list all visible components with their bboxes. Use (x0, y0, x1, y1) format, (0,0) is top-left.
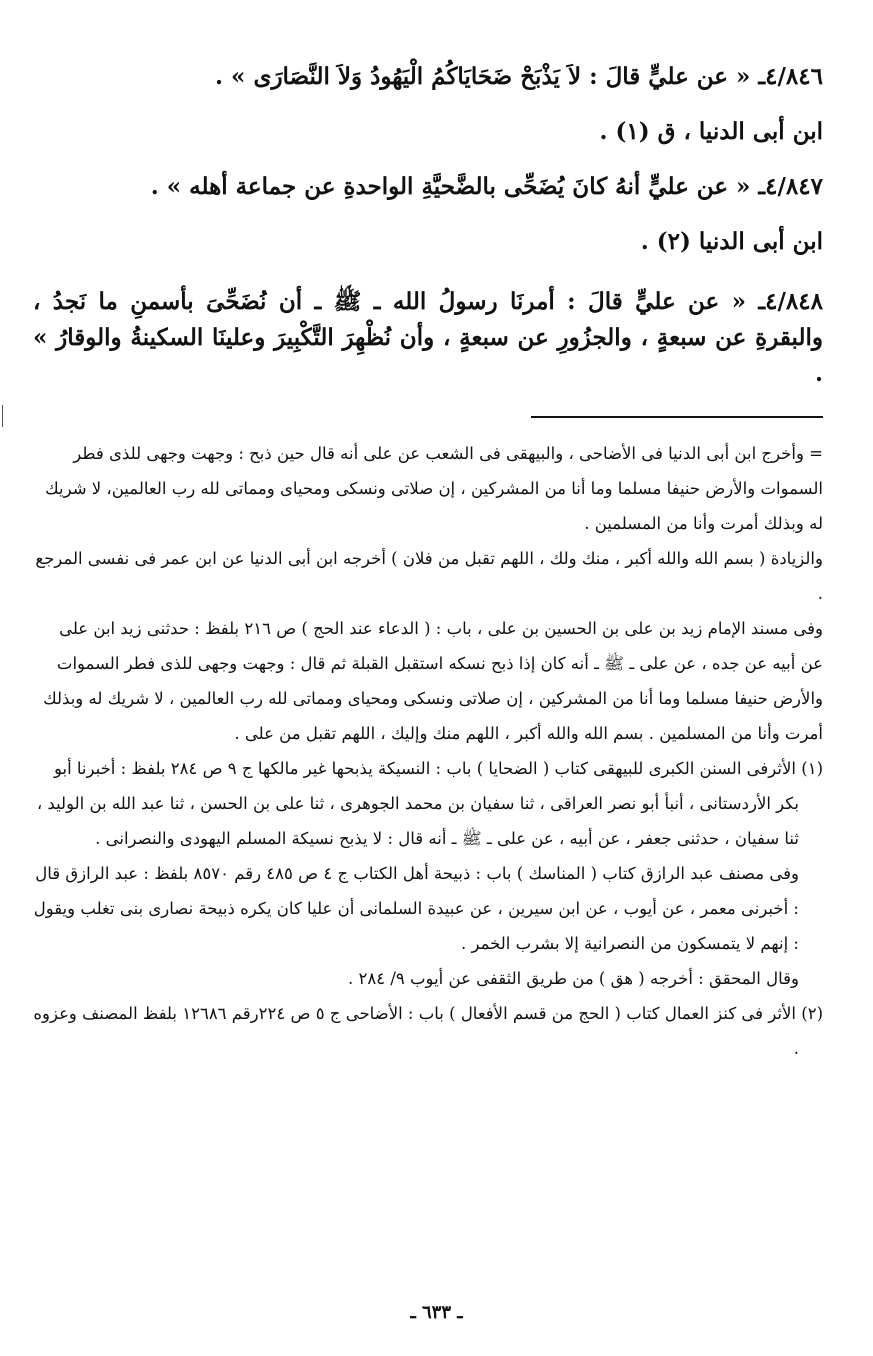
footnote-continued-2: والزيادة ( بسم الله والله أكبر ، منك ولك ، اللهم تقبل من فلان ) أخرجه ابن أبى الدنيا عن ابن عمر فى نفسى المرجع . (35, 549, 823, 603)
footnote-separator (531, 416, 823, 418)
footnote-continued-1: = وأخرج ابن أبى الدنيا فى الأضاحى ، والبيهقى فى الشعب عن على أنه قال حين ذبح : وجهت وجهى للذى فطر السموات والأرض حنيفا مسلما وما أنا من المشركين ، إن صلاتى ونسكى ومحياى ومماتى لله رب العالمين، لا شريك له وبذلك أمرت وأنا من المسلمين . (45, 444, 823, 533)
footnote-1-para-2: وفى مصنف عبد الرازق كتاب ( المناسك ) باب : ذبيحة أهل الكتاب ج ٤ ص ٤٨٥ رقم ٨٥٧٠ بلفظ : عبد الرازق قال : أخبرنى معمر ، عن أيوب ، عن ابن سيرين ، عن عبيدة السلمانى أن عليا كان يكره ذبيحة نصارى بنى تغلب ويقول : إنهم لا يتمسكون من النصرانية إلا بشرب الخمر . (33, 864, 799, 953)
page-number: ـ ٦٣٣ ـ (410, 1302, 463, 1323)
source-847: ابن أبى الدنيا (٢) . (640, 228, 823, 255)
scan-edge-mark (2, 405, 3, 427)
hadith-848: ٤/٨٤٨ـ « عن عليٍّ قالَ : أمرنَا رسولُ الله ـ ﷺ ـ أن نُضَحِّىَ بأسمنِ ما نَجدُ ، والبقرةِ عن سبعةٍ ، والجزُورِ عن سبعةٍ ، وأن نُظْهِرَ التَّكْبِيرَ وعلينَا السكينةُ والوقارُ » . (33, 288, 823, 387)
source-846: ابن أبى الدنيا ، ق (١) . (599, 118, 823, 145)
main-text (33, 64, 823, 392)
footnote-2: (٢) الأثر فى كنز العمال كتاب ( الحج من قسم الأفعال ) باب : الأضاحى ج ٥ ص ٢٢٤رقم ١٢٦٨٦ بلفظ المصنف وعزوه . (33, 1004, 823, 1058)
hadith-846: ٤/٨٤٦ـ « عن عليٍّ قالَ : لاَ يَذْبَحْ ضَحَايَاكُمُ الْيَهُودُ وَلاَ النَّصَارَى » . (215, 63, 823, 90)
footnote-1-para-3: وقال المحقق : أخرجه ( هق ) من طريق الثقفى عن أيوب ٩/ ٢٨٤ . (348, 969, 799, 988)
hadith-847: ٤/٨٤٧ـ « عن عليٍّ أنهُ كانَ يُضَحِّى بالضَّحيَّةِ الواحدةِ عن جماعة أهله » . (150, 173, 823, 200)
footnote-1: (١) الأثرفى السنن الكبرى للبيهقى كتاب ( الضحايا ) باب : النسيكة يذبحها غير مالكها ج ٩ ص ٢٨٤ بلفظ : أخبرنا أبو بكر الأردستانى ، أنبأ أبو نصر العراقى ، ثنا سفيان بن محمد الجوهرى ، ثنا على بن الحسن ، ثنا عبد الله بن الوليد ، ثنا سفيان ، حدثنى جعفر ، عن أبيه ، عن على ـ ﷺ ـ أنه قال : لا يذبح نسيكة المسلم اليهودى والنصرانى . (36, 759, 823, 848)
footnote-continued-3: وفى مسند الإمام زيد بن على بن الحسين بن على ، باب : ( الدعاء عند الحج ) ص ٢١٦ بلفظ : حدثنى زيد ابن على عن أبيه عن جده ، عن على ـ ﷺ ـ أنه كان إذا ذبح نسكه استقبل القبلة ثم قال : وجهت وجهى للذى فطر السموات والأرض حنيفا مسلما وما أنا من المشركين ، إن صلاتى ونسكى ومحياى ومماتى لله رب العالمين ، لا شريك له وبذلك أمرت وأنا من المسلمين . بسم الله والله أكبر ، اللهم منك وإليك ، اللهم تقبل من على . (43, 619, 823, 743)
footnotes (33, 436, 823, 1066)
